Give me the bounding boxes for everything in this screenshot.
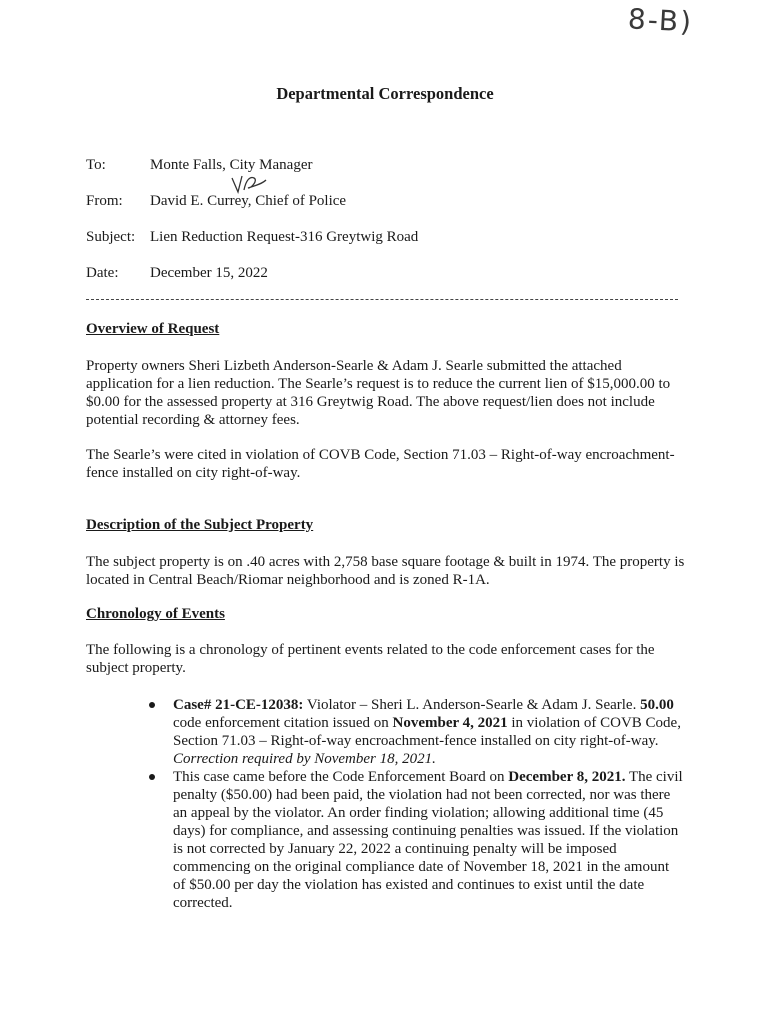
board-detail: The civil penalty ($50.00) had been paid, the violation had not been corrected, nor was there an appeal by the violator. An order finding violation; allowing additional time (45 days) for compliance, and assessing continuing penalties was issued. If the violation is not corrected by January 22, 2022 a continuing penalty will be imposed commencing on the original compliance date of November 18, 2021 in the amount of $50.00 per day the violation has existed and continues to exist until the date corrected. [173,769,683,911]
chronology-list [145,696,685,912]
citation-detail: in violation of COVB Code, Section 71.03 – Right-of-way encroachment-fence installed on city right-of-way. [173,715,681,749]
description-paragraph: The subject property is on .40 acres with 2,758 base square footage & built in 1974. The property is located in Central Beach/Riomar neighborhood and is zoned R-1A. [86,554,685,588]
bullet-icon [149,702,155,708]
document-title: Departmental Correspondence [276,84,494,103]
memo-subject-label: Subject: [86,229,136,245]
overview-heading: Overview of Request [86,321,220,337]
memo-to-label: To: [86,157,106,173]
memo-subject-row [86,229,418,246]
memo-from-label: From: [86,193,123,209]
overview-paragraph-2: The Searle’s were cited in violation of COVB Code, Section 71.03 – Right-of-way encroachment-fence installed on city right-of-way. [86,447,675,481]
memo-from-row [86,193,346,210]
memo-subject-value: Lien Reduction Request-316 Greytwig Road [150,229,419,245]
correction-deadline: Correction required by November 18, 2021. [173,751,436,767]
chronology-intro: The following is a chronology of pertinent events related to the code enforcement cases for the subject property. [86,642,655,676]
description-heading: Description of the Subject Property [86,517,314,533]
case-violator: Violator – Sheri L. Anderson-Searle & Adam J. Searle. [303,697,641,713]
chronology-heading: Chronology of Events [86,606,225,622]
list-item [145,696,685,768]
list-item [145,768,685,912]
citation-amount: 50.00 [640,697,674,713]
citation-text: code enforcement citation issued on [173,715,393,731]
citation-date: November 4, 2021 [392,715,508,731]
memo-from-value: David E. Currey, Chief of Police [150,193,347,209]
memo-date-row [86,265,268,282]
overview-paragraph-1: Property owners Sheri Lizbeth Anderson-Searle & Adam J. Searle submitted the attached application for a lien reduction. The Searle’s request is to reduce the current lien of $15,000.00 to $0.00 for the assessed property at 316 Greytwig Road. The above request/lien does not include potential recording & attorney fees. [86,358,671,428]
handwritten-agenda-mark: 8-B) [627,2,694,39]
memo-date-value: December 15, 2022 [150,265,268,281]
board-date: December 8, 2021. [508,769,626,785]
memo-date-label: Date: [86,265,119,281]
memo-to-row [86,157,312,174]
board-text: This case came before the Code Enforcement Board on [173,769,509,785]
header-divider [86,299,678,300]
case-number: Case# 21-CE-12038: [173,697,304,713]
memo-to-value: Monte Falls, City Manager [150,157,313,173]
bullet-icon [149,774,155,780]
